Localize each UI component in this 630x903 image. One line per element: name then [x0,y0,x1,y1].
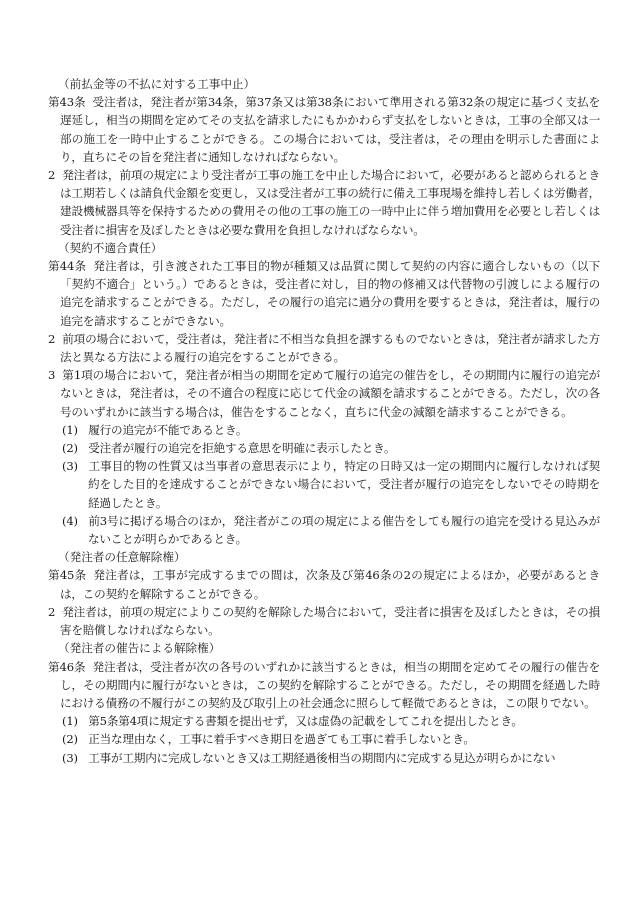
paragraph-text: 工事が工期内に完成しないとき又は工期経過後相当の期間内に完成する見込が明らかにない [88,750,556,765]
paragraph-text: 第5条第4項に規定する書類を提出せず，又は虚偽の記載をしてこれを提出したとき。 [88,714,523,729]
article-number: 第44条 [48,259,87,274]
item-number: (1) [62,714,78,729]
article-paragraph [48,93,600,166]
paragraph-text: 前項の場合において，受注者は，発注者に不相当な負担を課するものでないときは，発注者が請求した方法と異なる方法による履行の追完をすることができる。 [60,331,600,365]
paragraph-text: 履行の追完が不能であるとき。 [88,422,248,437]
article-number: 第43条 [48,95,86,110]
article-paragraph [48,330,600,366]
article-paragraph [48,257,600,330]
article-paragraph [48,566,600,602]
numbered-item [48,749,600,767]
paragraph-text: 発注者は，工事が完成するまでの間は，次条及び第46条の2の規定によるほか，必要があるときは，この契約を解除することができる。 [60,568,600,601]
section-heading: （発注者の任意解除権） [58,550,186,565]
paragraph-text: 発注者は，前項の規定によりこの契約を解除した場合において，受注者に損害を及ぼしたときは，その損害を賠償しなければならない。 [60,604,600,638]
numbered-item [48,712,600,730]
numbered-item [48,439,600,457]
numbered-item [48,421,600,439]
article-number: 2 [48,168,56,183]
item-number: (3) [62,459,78,474]
article-paragraph [48,603,600,639]
paragraph-text: 前3号に掲げる場合のほか，発注者がこの項の規定による催告をしても履行の追完を受ける見込みがないことが明らかであるとき。 [88,513,600,547]
article-number: 3 [48,368,56,383]
item-number: (4) [62,513,78,528]
item-number: (2) [62,732,78,747]
article-number: 第46条 [48,659,86,674]
paragraph-text: 工事目的物の性質又は当事者の意思表示により，特定の日時又は一定の期間内に履行しなければ契約をした目的を達成することができない場合において，受注者が履行の追完をしないでその時期を経過したとき。 [88,459,600,510]
article-number: 2 [48,604,56,619]
article-paragraph [48,658,600,713]
article-number: 第45条 [48,568,87,583]
article-paragraph [48,366,600,421]
item-number: (1) [62,422,78,437]
article-paragraph [48,166,600,239]
numbered-item [48,457,600,512]
contract-text [48,75,600,767]
numbered-item [48,730,600,748]
section-heading: （前払金等の不払に対する工事中止） [58,77,256,91]
section-heading: （契約不適合責任） [58,240,163,255]
section-heading: （発注者の催告による解除権） [58,641,221,656]
paragraph-text: 発注者は，受注者が次の各号のいずれかに該当するときは，相当の期間を定めてその履行の催告をし，その期間内に履行がないときは，この契約を解除することができる。ただし，その期間を経過した時における債務の不履行がこの契約及び取引上の社会通念に照らして軽微であるときは，この限りでない。 [60,659,600,710]
paragraph-text: 発注者は，前項の規定により受注者が工事の施工を中止した場合において，必要があると認められるときは工期若しくは請負代金額を変更し，又は受注者が工事の続行に備え工事現場を維持し若しくは労働者，建設機械器具等を保持するための費用その他の工事の施工の一時中止に伴う増加費用を必要とし若しくは受注者に損害を及ぼしたときは必要な費用を負担しなければならない。 [60,168,600,237]
paragraph-text: 発注者は，引き渡された工事目的物が種類又は品質に関して契約の内容に適合しないもの（以下「契約不適合」という。）であるときは，受注者に対し，目的物の修補又は代替物の引渡しによる履行の追完を請求することができる。ただし，その履行の追完に過分の費用を要するときは，発注者は，履行の追完を請求することができない。 [60,259,601,328]
item-number: (2) [62,441,78,456]
paragraph-text: 正当な理由なく，工事に着手すべき期日を過ぎても工事に着手しないとき。 [88,732,475,747]
item-number: (3) [62,750,78,765]
paragraph-text: 第1項の場合において，発注者が相当の期間を定めて履行の追完の催告をし，その期間内に履行の追完がないときは，発注者は，その不適合の程度に応じて代金の減額を請求することができる。ただし，次の各号のいずれかに該当する場合は，催告をすることなく，直ちに代金の減額を請求することができる。 [60,368,600,419]
numbered-item [48,512,600,548]
paragraph-text: 受注者が履行の追完を拒絶する意思を明確に表示したとき。 [88,441,396,456]
article-number: 2 [48,331,56,346]
paragraph-text: 受注者は，発注者が第34条，第37条又は第38条において準用される第32条の規定に基づく支払を遅延し，相当の期間を定めてその支払を請求したにもかかわらず支払をしないときは，工事の全部又は一部の施工を一時中止することができる。この場合においては，受注者は，その理由を明示した書面により，直ちにその旨を発注者に通知しなければならない。 [60,95,601,164]
